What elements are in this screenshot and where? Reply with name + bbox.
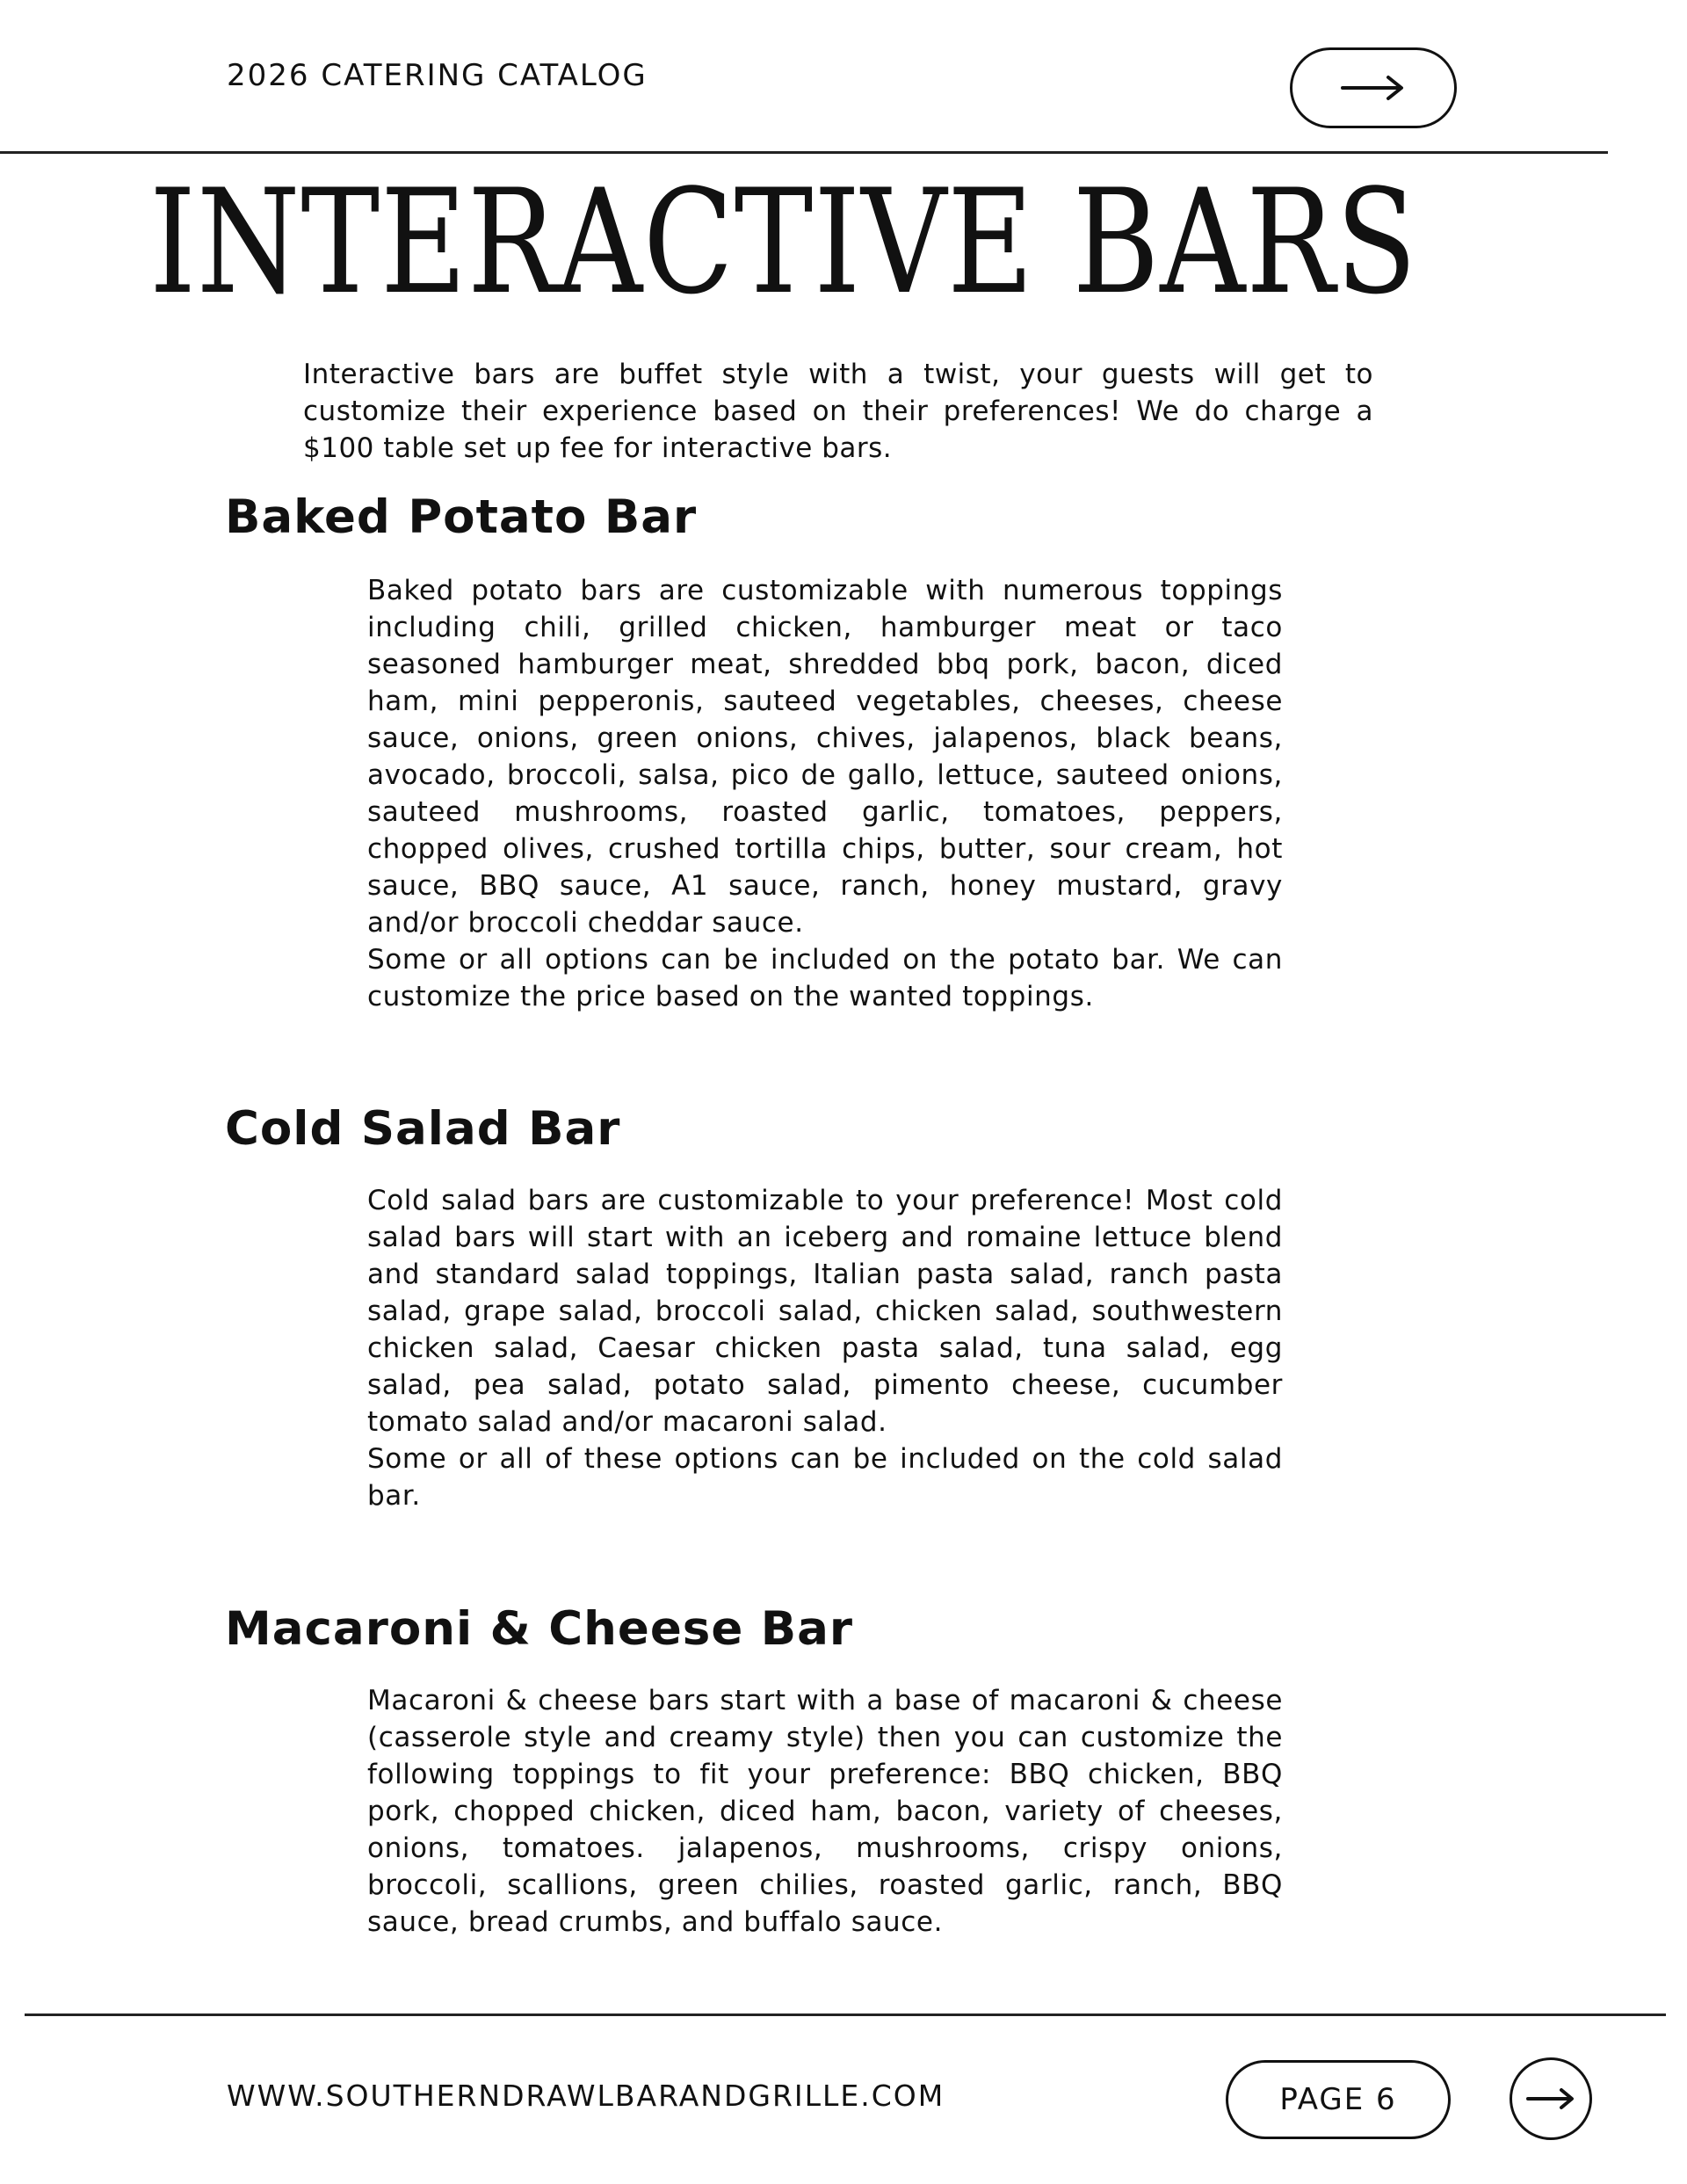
section-note: Some or all options can be included on the potato bar. We can customize the price based on the wanted toppings.: [367, 944, 1283, 1012]
header-divider: [0, 151, 1608, 154]
page-number-badge: [1226, 2060, 1451, 2139]
website-link[interactable]: WWW.SOUTHERNDRAWLBARANDGRILLE.COM: [227, 2079, 945, 2113]
page-number-label: PAGE 6: [1279, 2082, 1397, 2117]
next-page-button[interactable]: [1290, 47, 1457, 128]
section-heading-mac-and-cheese-bar: Macaroni & Cheese Bar: [225, 1602, 854, 1656]
section-heading-cold-salad-bar: Cold Salad Bar: [225, 1102, 621, 1156]
arrow-right-icon: [1526, 2087, 1575, 2110]
section-description: Baked potato bars are customizable with numerous toppings including chili, grilled chicken, hamburger meat or taco seasoned hamburger meat, shredded bbq pork, bacon, diced ham, mini pepperonis, sauteed vegetables, cheeses, cheese sauce, onions, green onions, chives, jalapenos, black beans, avocado, broccoli, salsa, pico de gallo, lettuce, sauteed onions, sauteed mushrooms, roasted garlic, tomatoes, peppers, chopped olives, crushed tortilla chips, butter, sour cream, hot sauce, BBQ sauce, A1 sauce, ranch, honey mustard, gravy and/or broccoli cheddar sauce.: [367, 575, 1283, 939]
section-body-mac-and-cheese-bar: [367, 1682, 1283, 1941]
section-note: Some or all of these options can be included on the cold salad bar.: [367, 1443, 1283, 1512]
section-body-cold-salad-bar: [367, 1182, 1283, 1514]
section-description: Macaroni & cheese bars start with a base of macaroni & cheese (casserole style and creamy style) then you can customize the following toppings to fit your preference: BBQ chicken, BBQ pork, chopped chicken, diced ham, bacon, variety of cheeses, onions, tomatoes. jalapenos, mushrooms, crispy onions, broccoli, scallions, green chilies, roasted garlic, ranch, BBQ sauce, bread crumbs, and buffalo sauce.: [367, 1685, 1283, 1938]
section-description: Cold salad bars are customizable to your preference! Most cold salad bars will start with an iceberg and romaine lettuce blend and standard salad toppings, Italian pasta salad, ranch pasta salad, grape salad, broccoli salad, chicken salad, southwestern chicken salad, Caesar chicken pasta salad, tuna salad, egg salad, pea salad, potato salad, pimento cheese, cucumber tomato salad and/or macaroni salad.: [367, 1185, 1283, 1438]
section-body-baked-potato-bar: [367, 572, 1283, 1015]
catalog-label: 2026 CATERING CATALOG: [227, 58, 648, 93]
footer-divider: [25, 2013, 1666, 2016]
arrow-right-icon: [1341, 75, 1406, 101]
page-title: INTERACTIVE BARS: [149, 158, 1418, 326]
intro-paragraph: Interactive bars are buffet style with a twist, your guests will get to customize their experience based on their preferences! We do charge a $100 table set up fee for interactive bars.: [303, 359, 1373, 464]
section-heading-baked-potato-bar: Baked Potato Bar: [225, 490, 698, 544]
footer-next-button[interactable]: [1510, 2057, 1592, 2140]
